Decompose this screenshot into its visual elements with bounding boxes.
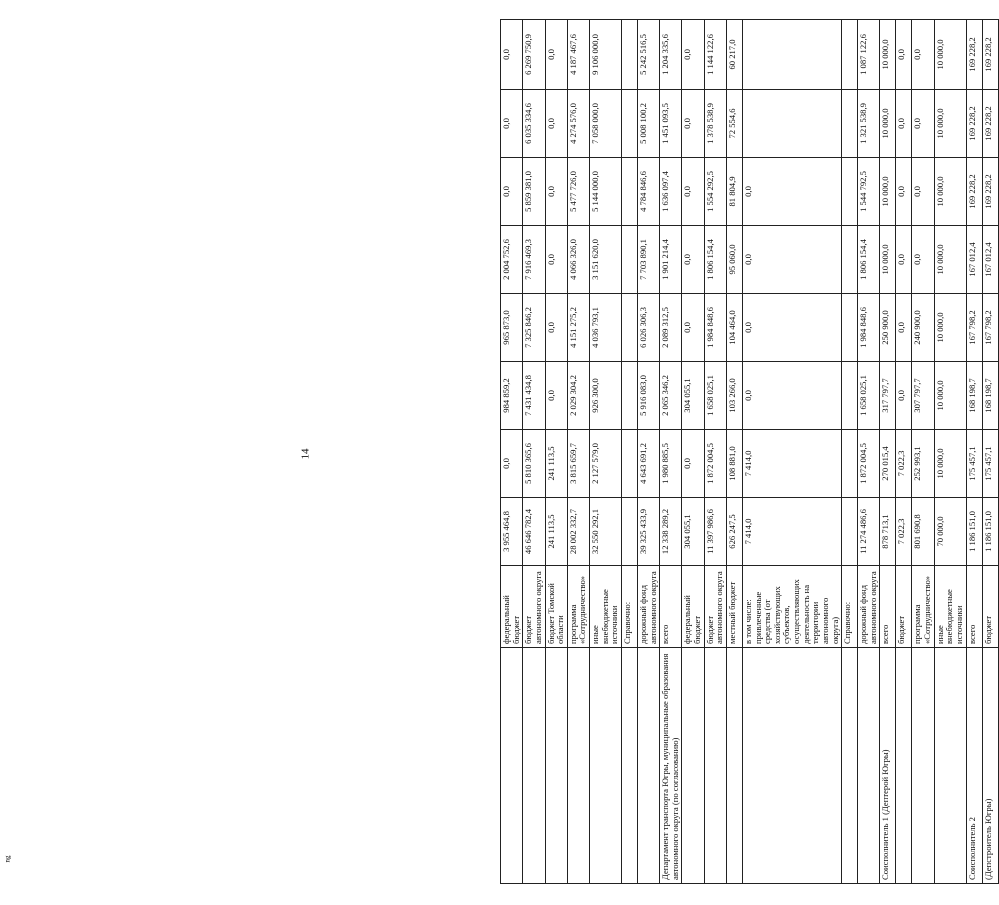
source-cell: в том числе: привлеченные средства (от хозяйствующих субъектов, осуществляющих деятельность на территории автономного округа) (742, 566, 841, 648)
value-cell: 1 806 154,4 (704, 226, 726, 294)
value-cell: 1 806 154,4 (858, 226, 880, 294)
source-cell: федеральный бюджет (682, 566, 704, 648)
table-row (726, 20, 742, 884)
program-cell (545, 648, 567, 884)
program-cell (842, 648, 858, 884)
value-cell: 1 901 214,4 (660, 226, 682, 294)
value-cell: 7 431 434,8 (523, 362, 545, 430)
value-cell: 304 055,1 (682, 498, 704, 566)
program-cell: Соисполнитель 1 (Дептерой Югры) (880, 648, 896, 884)
value-cell: 0,0 (501, 430, 523, 498)
value-cell: 7 325 846,2 (523, 294, 545, 362)
value-cell: 6 269 750,9 (523, 20, 545, 90)
value-cell (621, 294, 637, 362)
value-cell: 0,0 (912, 20, 934, 90)
value-cell: 1 636 097,4 (660, 158, 682, 226)
value-cell: 0,0 (501, 20, 523, 90)
value-cell: 270 015,4 (880, 430, 896, 498)
value-cell: 169 228,2 (966, 90, 982, 158)
value-cell (621, 226, 637, 294)
value-cell (621, 90, 637, 158)
value-cell: 0,0 (896, 158, 912, 226)
value-cell: 169 228,2 (982, 158, 998, 226)
value-cell: 5 242 516,5 (637, 20, 659, 90)
value-cell: 5 916 083,0 (637, 362, 659, 430)
source-cell: Справочно: (621, 566, 637, 648)
page-number: 14 (299, 448, 312, 460)
value-cell: 9 106 000,0 (590, 20, 622, 90)
program-cell (637, 648, 659, 884)
value-cell: 32 550 292,1 (590, 498, 622, 566)
value-cell: 0,0 (545, 362, 567, 430)
program-cell (621, 648, 637, 884)
value-cell: 168 198,7 (966, 362, 982, 430)
value-cell: 39 325 433,9 (637, 498, 659, 566)
value-cell: 6 035 334,6 (523, 90, 545, 158)
value-cell (621, 498, 637, 566)
value-cell: 250 900,0 (880, 294, 896, 362)
program-cell (858, 648, 880, 884)
value-cell (842, 362, 858, 430)
funding-table (500, 19, 999, 884)
value-cell: 0,0 (545, 294, 567, 362)
value-cell (842, 294, 858, 362)
margin-mark: ng (3, 855, 12, 863)
program-cell (590, 648, 622, 884)
value-cell: 168 198,7 (982, 362, 998, 430)
value-cell: 4 187 467,6 (567, 20, 589, 90)
value-cell: 0,0 (682, 90, 704, 158)
value-cell: 7 058 000,0 (590, 90, 622, 158)
value-cell: 104 464,0 (726, 294, 742, 362)
value-cell: 5 859 381,0 (523, 158, 545, 226)
value-cell: 1 186 151,0 (982, 498, 998, 566)
program-cell (567, 648, 589, 884)
value-cell: 3 815 659,7 (567, 430, 589, 498)
value-cell: 0,0 (896, 362, 912, 430)
table-row (880, 20, 896, 884)
value-cell: 167 798,2 (966, 294, 982, 362)
value-cell: 5 810 365,6 (523, 430, 545, 498)
value-cell: 4 643 691,2 (637, 430, 659, 498)
value-cell: 1 321 538,9 (858, 90, 880, 158)
table-row (523, 20, 545, 884)
value-cell: 169 228,2 (982, 20, 998, 90)
value-cell (742, 90, 841, 158)
value-cell: 5 477 726,0 (567, 158, 589, 226)
value-cell: 2 065 346,2 (660, 362, 682, 430)
value-cell: 70 000,0 (934, 498, 966, 566)
source-cell: бюджет Томской области (545, 566, 567, 648)
value-cell: 2 004 752,6 (501, 226, 523, 294)
value-cell: 103 266,0 (726, 362, 742, 430)
table-row (896, 20, 912, 884)
value-cell: 878 713,1 (880, 498, 896, 566)
value-cell: 10 000,0 (934, 362, 966, 430)
value-cell: 0,0 (896, 20, 912, 90)
table-row (742, 20, 841, 884)
value-cell: 3 955 464,8 (501, 498, 523, 566)
source-cell: дорожный фонд автономного округа (637, 566, 659, 648)
value-cell: 10 000,0 (934, 294, 966, 362)
source-cell: местный бюджет (726, 566, 742, 648)
value-cell: 7 703 890,1 (637, 226, 659, 294)
value-cell: 6 026 306,3 (637, 294, 659, 362)
value-cell: 0,0 (682, 294, 704, 362)
value-cell: 2 127 579,0 (590, 430, 622, 498)
program-cell: Соисполнитель 2 (966, 648, 982, 884)
program-cell (726, 648, 742, 884)
value-cell: 2 029 304,2 (567, 362, 589, 430)
program-cell (501, 648, 523, 884)
table-row (567, 20, 589, 884)
value-cell: 1 872 004,5 (704, 430, 726, 498)
value-cell: 169 228,2 (966, 20, 982, 90)
value-cell: 0,0 (896, 294, 912, 362)
program-cell (523, 648, 545, 884)
value-cell: 1 980 885,5 (660, 430, 682, 498)
value-cell: 95 060,0 (726, 226, 742, 294)
source-cell: бюджет (896, 566, 912, 648)
value-cell: 1 554 292,5 (704, 158, 726, 226)
value-cell: 241 113,5 (545, 430, 567, 498)
value-cell: 0,0 (682, 226, 704, 294)
value-cell: 0,0 (742, 226, 841, 294)
value-cell (742, 20, 841, 90)
value-cell: 240 900,0 (912, 294, 934, 362)
value-cell: 4 066 326,0 (567, 226, 589, 294)
value-cell: 72 554,6 (726, 90, 742, 158)
value-cell: 10 000,0 (934, 430, 966, 498)
table-row (934, 20, 966, 884)
value-cell: 11 397 986,6 (704, 498, 726, 566)
value-cell: 1 087 122,6 (858, 20, 880, 90)
value-cell (621, 158, 637, 226)
value-cell (842, 20, 858, 90)
value-cell: 167 798,2 (982, 294, 998, 362)
value-cell: 307 797,7 (912, 362, 934, 430)
value-cell: 1 658 025,1 (858, 362, 880, 430)
value-cell: 7 414,0 (742, 498, 841, 566)
value-cell: 5 008 100,2 (637, 90, 659, 158)
value-cell: 167 012,4 (982, 226, 998, 294)
value-cell: 1 186 151,0 (966, 498, 982, 566)
value-cell: 626 247,5 (726, 498, 742, 566)
table-row (842, 20, 858, 884)
source-cell: всего (660, 566, 682, 648)
value-cell (621, 430, 637, 498)
value-cell: 1 984 848,6 (704, 294, 726, 362)
value-cell: 0,0 (545, 226, 567, 294)
value-cell: 3 151 620,0 (590, 226, 622, 294)
value-cell: 4 274 576,0 (567, 90, 589, 158)
value-cell: 46 646 782,4 (523, 498, 545, 566)
value-cell (842, 226, 858, 294)
value-cell: 175 457,1 (982, 430, 998, 498)
value-cell: 241 113,5 (545, 498, 567, 566)
value-cell: 1 658 025,1 (704, 362, 726, 430)
value-cell (842, 498, 858, 566)
value-cell: 0,0 (742, 294, 841, 362)
value-cell: 28 002 332,7 (567, 498, 589, 566)
table-row (704, 20, 726, 884)
value-cell: 0,0 (912, 158, 934, 226)
table-row (966, 20, 982, 884)
table-row (682, 20, 704, 884)
value-cell (842, 90, 858, 158)
program-cell (896, 648, 912, 884)
value-cell: 10 000,0 (880, 158, 896, 226)
value-cell: 1 451 093,5 (660, 90, 682, 158)
value-cell: 1 872 004,5 (858, 430, 880, 498)
value-cell: 304 055,1 (682, 362, 704, 430)
value-cell: 7 916 469,3 (523, 226, 545, 294)
value-cell: 10 000,0 (880, 226, 896, 294)
table-row (912, 20, 934, 884)
program-cell (934, 648, 966, 884)
value-cell: 0,0 (682, 20, 704, 90)
table-row (590, 20, 622, 884)
value-cell: 7 022,3 (896, 498, 912, 566)
value-cell (842, 158, 858, 226)
value-cell: 1 378 538,9 (704, 90, 726, 158)
program-cell (912, 648, 934, 884)
source-cell: бюджет (982, 566, 998, 648)
value-cell: 252 993,1 (912, 430, 934, 498)
table-row (982, 20, 998, 884)
rotated-table-container (500, 20, 993, 884)
source-cell: всего (880, 566, 896, 648)
value-cell: 317 797,7 (880, 362, 896, 430)
value-cell: 7 414,0 (742, 430, 841, 498)
value-cell: 167 012,4 (966, 226, 982, 294)
program-cell: Департамент транспорта Югры, муниципальные образования автономного округа (по согласованию) (660, 648, 682, 884)
value-cell: 0,0 (545, 158, 567, 226)
value-cell: 175 457,1 (966, 430, 982, 498)
value-cell: 10 000,0 (934, 20, 966, 90)
value-cell: 11 274 486,6 (858, 498, 880, 566)
value-cell: 4 784 846,6 (637, 158, 659, 226)
source-cell: федеральный бюджет (501, 566, 523, 648)
value-cell: 10 000,0 (934, 90, 966, 158)
value-cell: 10 000,0 (880, 20, 896, 90)
value-cell: 0,0 (912, 90, 934, 158)
table-row (660, 20, 682, 884)
source-cell: программа «Сотрудничество» (912, 566, 934, 648)
value-cell: 0,0 (742, 158, 841, 226)
value-cell: 2 089 312,5 (660, 294, 682, 362)
table-row (545, 20, 567, 884)
table-row (621, 20, 637, 884)
value-cell: 0,0 (742, 362, 841, 430)
value-cell: 1 204 335,6 (660, 20, 682, 90)
source-cell: бюджет автономного округа (523, 566, 545, 648)
value-cell: 965 873,0 (501, 294, 523, 362)
table-row (501, 20, 523, 884)
value-cell: 4 036 793,1 (590, 294, 622, 362)
source-cell: иные внебюджетные источники (934, 566, 966, 648)
value-cell: 0,0 (545, 90, 567, 158)
program-cell (682, 648, 704, 884)
program-cell (704, 648, 726, 884)
value-cell: 4 151 275,2 (567, 294, 589, 362)
value-cell: 108 881,0 (726, 430, 742, 498)
value-cell: 7 022,3 (896, 430, 912, 498)
value-cell: 81 804,9 (726, 158, 742, 226)
value-cell: 10 000,0 (934, 158, 966, 226)
value-cell: 10 000,0 (934, 226, 966, 294)
value-cell: 169 228,2 (966, 158, 982, 226)
value-cell: 0,0 (682, 158, 704, 226)
value-cell: 1 144 122,6 (704, 20, 726, 90)
source-cell: всего (966, 566, 982, 648)
value-cell: 926 300,0 (590, 362, 622, 430)
source-cell: программа «Сотрудничество» (567, 566, 589, 648)
value-cell (842, 430, 858, 498)
source-cell: дорожный фонд автономного округа (858, 566, 880, 648)
value-cell (621, 20, 637, 90)
value-cell: 10 000,0 (880, 90, 896, 158)
value-cell: 801 690,8 (912, 498, 934, 566)
source-cell: Справочно: (842, 566, 858, 648)
value-cell: 169 228,2 (982, 90, 998, 158)
value-cell: 12 338 289,2 (660, 498, 682, 566)
program-cell: (Депстроитель Югры) (982, 648, 998, 884)
program-cell (742, 648, 841, 884)
value-cell: 0,0 (896, 90, 912, 158)
value-cell: 0,0 (545, 20, 567, 90)
value-cell: 0,0 (912, 226, 934, 294)
value-cell: 5 144 000,0 (590, 158, 622, 226)
value-cell: 0,0 (501, 90, 523, 158)
table-row (858, 20, 880, 884)
value-cell (621, 362, 637, 430)
value-cell: 1 984 848,6 (858, 294, 880, 362)
value-cell: 0,0 (896, 226, 912, 294)
value-cell: 1 544 792,5 (858, 158, 880, 226)
table-row (637, 20, 659, 884)
source-cell: бюджет автономного округа (704, 566, 726, 648)
value-cell: 60 217,0 (726, 20, 742, 90)
value-cell: 0,0 (682, 430, 704, 498)
value-cell: 0,0 (501, 158, 523, 226)
value-cell: 984 859,2 (501, 362, 523, 430)
source-cell: иные внебюджетные источники (590, 566, 622, 648)
